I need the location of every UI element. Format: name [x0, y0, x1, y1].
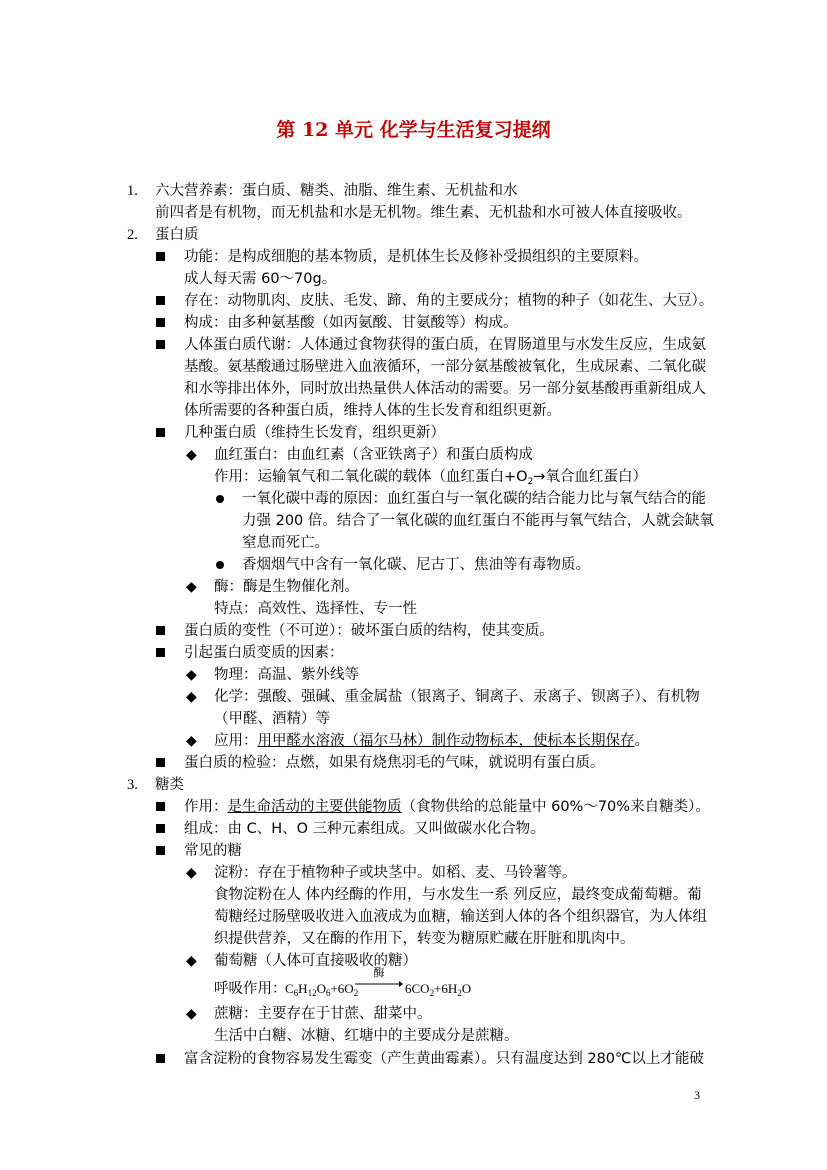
page-number: 3 [694, 1088, 700, 1102]
square-bullet-icon [156, 291, 165, 311]
starch-line-1: 淀粉：存在于植物种子或块茎中。如稻、麦、马铃薯等。 [214, 865, 577, 881]
section-1-line-1: 六大营养素：蛋白质、糖类、油脂、维生素、无机盐和水 [155, 183, 518, 199]
section-2-heading: 蛋白质 [155, 227, 199, 243]
glucose-heading: 葡萄糖（人体可直接吸收的糖） [214, 953, 417, 969]
protein-metabolism-4: 体所需要的各种蛋白质，维持人体的生长发育和组织更新。 [184, 403, 561, 419]
protein-metabolism-3: 和水等排出体外，同时放出热量供人体活动的需要。另一部分氨基酸再重新组成人 [184, 381, 706, 397]
smoke-toxins: 香烟烟气中含有一氧化碳、尼古丁、焦油等有毒物质。 [242, 557, 590, 573]
square-bullet-icon [156, 621, 165, 641]
square-bullet-icon [156, 1049, 165, 1069]
co-poisoning-line-2: 力强 200 倍。结合了一氧化碳的血红蛋白不能再与氧气结合，人就会缺氧 [242, 513, 714, 529]
protein-function: 功能：是构成细胞的基本物质，是机体生长及修补受损组织的主要原料。 [184, 249, 648, 265]
square-bullet-icon [156, 247, 165, 267]
diamond-bullet-icon: ◆ [186, 689, 197, 705]
formalin-application: 应用：用甲醛水溶液（福尔马林）制作动物标本，使标本长期保存。 [214, 733, 649, 749]
diamond-bullet-icon: ◆ [186, 447, 197, 463]
square-bullet-icon [156, 753, 165, 773]
cause-chemical-2: （甲醛、酒精）等 [214, 711, 330, 727]
common-sugars: 常见的糖 [184, 843, 242, 859]
hemoglobin-line-1: 血红蛋白：由血红素（含亚铁离子）和蛋白质构成 [214, 447, 533, 463]
protein-composition: 构成：由多种氨基酸（如丙氨酸、甘氨酸等）构成。 [184, 315, 518, 331]
starch-line-4: 织提供营养，又在酶的作用下，转变为糖原贮藏在肝脏和肌肉中。 [214, 931, 635, 947]
hemoglobin-line-2: 作用：运输氧气和二氧化碳的载体（血红蛋白$+O_2\to$氧合血红蛋白） [214, 469, 647, 487]
respiration-products: $6CO_2+6H_2O$ [405, 981, 472, 998]
section-3-heading: 糖类 [155, 777, 184, 793]
square-bullet-icon [156, 423, 165, 443]
respiration-label: 呼吸作用： [214, 981, 287, 997]
enzyme-catalyst-label: 酶 [373, 966, 385, 979]
square-bullet-icon [156, 797, 165, 817]
square-bullet-icon [156, 643, 165, 663]
enzyme-line-2: 特点：高效性、选择性、专一性 [214, 601, 417, 617]
protein-kinds: 几种蛋白质（维持生长发育，组织更新） [184, 425, 445, 441]
square-bullet-icon [156, 313, 165, 333]
square-bullet-icon [156, 841, 165, 861]
diamond-bullet-icon: ◆ [186, 733, 197, 749]
sucrose-line-1: 蔗糖：主要存在于甘蔗、甜菜中。 [214, 1006, 432, 1022]
section-3-number: 3. [127, 777, 138, 793]
starch-line-3: 萄糖经过肠壁吸收进入血液成为血糖，输送到人体的各个组织器官，为人体组 [214, 909, 707, 925]
page-title: 第 12 单元 化学与生活复习提纲 [276, 119, 551, 141]
sugar-role: 作用：是生命活动的主要供能物质（食物供给的总能量中 60%～70%来自糖类）。 [184, 799, 710, 815]
diamond-bullet-icon: ◆ [186, 953, 197, 969]
cause-chemical-1: 化学：强酸、强碱、重金属盐（银离子、铜离子、汞离子、钡离子）、有机物 [214, 689, 700, 705]
diamond-bullet-icon: ◆ [186, 865, 197, 881]
co-poisoning-line-3: 窒息而死亡。 [242, 535, 329, 551]
enzyme-line-1: 酶：酶是生物催化剂。 [214, 579, 359, 595]
diamond-bullet-icon: ◆ [186, 579, 197, 595]
diamond-bullet-icon: ◆ [186, 1006, 197, 1022]
right-arrow-icon [355, 972, 403, 990]
section-2-number: 2. [127, 227, 138, 243]
denaturation-causes: 引起蛋白质变质的因素： [184, 645, 344, 661]
protein-existence: 存在：动物肌肉、皮肤、毛发、蹄、角的主要成分；植物的种子（如花生、大豆）。 [184, 293, 714, 309]
protein-daily-need: 成人每天需 60～70g。 [184, 271, 337, 287]
diamond-bullet-icon: ◆ [186, 667, 197, 683]
respiration-reactants: $C_6H_{12}O_6+6O_2$ [285, 981, 359, 998]
starch-line-2: 食物淀粉在人 体内经酶的作用，与水发生一系 列反应，最终变成葡萄糖。葡 [214, 887, 702, 903]
mold-warning: 富含淀粉的食物容易发生霉变（产生黄曲霉素）。只有温度达到 280℃以上才能破 [184, 1051, 704, 1067]
square-bullet-icon [156, 819, 165, 839]
protein-metabolism-1: 人体蛋白质代谢：人体通过食物获得的蛋白质，在胃肠道里与水发生反应，生成氨 [184, 337, 706, 353]
sugar-composition: 组成：由 C、H、O 三种元素组成。又叫做碳水化合物。 [184, 821, 545, 837]
protein-test: 蛋白质的检验：点燃，如果有烧焦羽毛的气味，就说明有蛋白质。 [184, 755, 605, 771]
sucrose-line-2: 生活中白糖、冰糖、红塘中的主要成分是蔗糖。 [214, 1028, 519, 1044]
section-1-line-2: 前四者是有机物，而无机盐和水是无机物。维生素、无机盐和水可被人体直接吸收。 [155, 205, 692, 221]
section-1-number: 1. [127, 183, 138, 199]
round-bullet-icon [216, 489, 224, 509]
square-bullet-icon [156, 335, 165, 355]
round-bullet-icon [216, 555, 224, 575]
reaction-arrow [355, 966, 403, 990]
cause-physical: 物理：高温、紫外线等 [214, 667, 359, 683]
co-poisoning-line-1: 一氧化碳中毒的原因：血红蛋白与一氧化碳的结合能力比与氧气结合的能 [242, 491, 706, 507]
protein-metabolism-2: 基酸。氨基酸通过肠壁进入血液循环，一部分氨基酸被氧化，生成尿素、二氧化碳 [184, 359, 706, 375]
protein-denaturation: 蛋白质的变性（不可逆）：破坏蛋白质的结构，使其变质。 [184, 623, 554, 639]
